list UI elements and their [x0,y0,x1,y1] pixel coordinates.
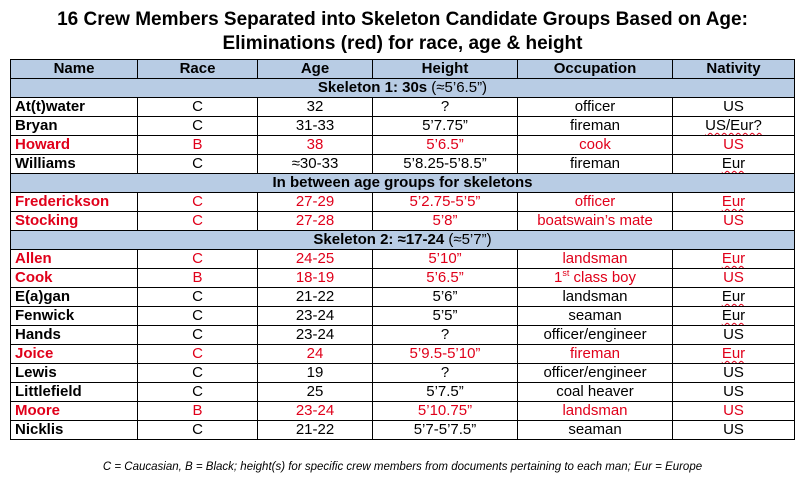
group-approx-height: (≈5’6.5”) [427,79,488,96]
cell-name: Lewis [11,364,138,383]
cell-height: 5’5” [373,307,518,326]
cell-occupation [518,421,673,440]
cell-height: ? [373,98,518,117]
cell-nativity [673,326,795,345]
cell-nativity [673,288,795,307]
cell-occupation [518,155,673,174]
group-row [11,79,795,98]
cell-race: C [138,345,258,364]
cell-occupation [518,250,673,269]
occupation-text: officer [574,98,616,115]
cell-nativity [673,269,795,288]
cell-race: C [138,326,258,345]
nativity-text: US [723,269,744,286]
nativity-text: Eur [721,345,746,362]
nativity-text: US [723,364,744,381]
cell-nativity [673,193,795,212]
cell-age: 24-25 [258,250,373,269]
occupation-text: landsman [562,250,628,267]
cell-height: 5’6.5” [373,269,518,288]
cell-name: Stocking [11,212,138,231]
table-row [11,364,795,383]
group-row [11,174,795,193]
cell-nativity [673,307,795,326]
cell-height: ? [373,364,518,383]
cell-name: E(a)gan [11,288,138,307]
cell-name: Frederickson [11,193,138,212]
nativity-text: US [723,326,744,343]
nativity-text: US [723,402,744,419]
nativity-text: US [723,98,744,115]
table-row [11,98,795,117]
occupation-text: fireman [569,155,621,172]
cell-race: C [138,193,258,212]
cell-name: Joice [11,345,138,364]
cell-occupation [518,364,673,383]
cell-age: 23-24 [258,402,373,421]
cell-race: B [138,136,258,155]
cell-age: 21-22 [258,421,373,440]
occupation-ordinal-suffix: st [562,268,570,278]
cell-height: 5’10” [373,250,518,269]
cell-height: 5’7.75” [373,117,518,136]
cell-age: 23-24 [258,326,373,345]
cell-name: Williams [11,155,138,174]
cell-height: ? [373,326,518,345]
table-row [11,307,795,326]
cell-occupation [518,212,673,231]
group-title: Skeleton 1: 30s [317,79,428,96]
cell-name: Bryan [11,117,138,136]
cell-occupation [518,288,673,307]
nativity-text: Eur [721,250,746,267]
occupation-text: officer [574,193,616,210]
table-row [11,421,795,440]
cell-nativity [673,155,795,174]
occupation-text: officer/engineer [543,364,647,381]
cell-race: B [138,402,258,421]
cell-height: 5’2.75-5’5” [373,193,518,212]
table-row [11,402,795,421]
table-row [11,193,795,212]
table-row [11,117,795,136]
cell-occupation [518,402,673,421]
cell-age: ≈30-33 [258,155,373,174]
table-row [11,212,795,231]
cell-height: 5’10.75” [373,402,518,421]
cell-occupation [518,307,673,326]
table-row [11,250,795,269]
cell-race: C [138,155,258,174]
cell-nativity [673,98,795,117]
cell-height: 5’6.5” [373,136,518,155]
occupation-text: seaman [568,307,622,324]
table-row [11,326,795,345]
table-row [11,288,795,307]
table-row [11,136,795,155]
cell-race: C [138,364,258,383]
cell-occupation [518,326,673,345]
title-line-2: Eliminations (red) for race, age & height [222,33,583,54]
cell-race: C [138,288,258,307]
table-row [11,269,795,288]
cell-name: Howard [11,136,138,155]
cell-age: 27-28 [258,212,373,231]
cell-nativity [673,136,795,155]
cell-height: 5’7.5” [373,383,518,402]
group-approx-height: (≈5’7”) [444,231,492,248]
occupation-text: fireman [569,117,621,134]
cell-race: C [138,383,258,402]
title-line-1: 16 Crew Members Separated into Skeleton Candidate Groups Based on Age: [57,9,748,30]
group-title: Skeleton 2: ≈17-24 [313,231,445,248]
occupation-text: cook [579,136,611,153]
cell-occupation [518,269,673,288]
crew-table [10,59,795,440]
cell-age: 18-19 [258,269,373,288]
cell-name: Fenwick [11,307,138,326]
cell-race: C [138,250,258,269]
header-row [11,60,795,79]
occupation-text: fireman [569,345,621,362]
cell-nativity [673,250,795,269]
header-age: Age [258,60,373,79]
cell-age: 24 [258,345,373,364]
group-label [11,174,795,193]
cell-height: 5’9.5-5’10” [373,345,518,364]
cell-age: 23-24 [258,307,373,326]
cell-age: 21-22 [258,288,373,307]
nativity-text: Eur [721,288,746,305]
cell-nativity [673,345,795,364]
nativity-text: US [723,421,744,438]
occupation-text: 1 [553,269,563,286]
group-label [11,79,795,98]
cell-race: C [138,212,258,231]
header-nativity: Nativity [673,60,795,79]
cell-height: 5’8” [373,212,518,231]
table-row [11,345,795,364]
occupation-text: officer/engineer [543,326,647,343]
cell-race: C [138,307,258,326]
cell-height: 5’8.25-5’8.5” [373,155,518,174]
cell-occupation [518,136,673,155]
cell-occupation [518,117,673,136]
header-height: Height [373,60,518,79]
cell-race: C [138,117,258,136]
cell-occupation [518,383,673,402]
footnote: C = Caucasian, B = Black; height(s) for specific crew members from documents pertaining to each man; Eur = Europe [102,461,703,473]
cell-occupation [518,345,673,364]
occupation-text-rest: class boy [569,269,637,286]
nativity-text: US/Eur? [705,117,762,134]
cell-nativity [673,402,795,421]
cell-name: Cook [11,269,138,288]
nativity-text: Eur [721,307,746,324]
cell-height: 5’6” [373,288,518,307]
cell-age: 38 [258,136,373,155]
cell-name: Moore [11,402,138,421]
nativity-text: Eur [721,193,746,210]
occupation-text: boatswain’s mate [537,212,653,229]
occupation-text: coal heaver [556,383,634,400]
occupation-text: landsman [562,402,628,419]
cell-age: 32 [258,98,373,117]
cell-age: 27-29 [258,193,373,212]
group-title: In between age groups for skeletons [272,174,533,191]
table-row [11,383,795,402]
cell-name: At(t)water [11,98,138,117]
cell-race: C [138,421,258,440]
cell-age: 19 [258,364,373,383]
cell-age: 25 [258,383,373,402]
cell-occupation [518,98,673,117]
cell-name: Littlefield [11,383,138,402]
group-row [11,231,795,250]
cell-nativity [673,383,795,402]
cell-occupation [518,193,673,212]
table-row [11,155,795,174]
occupation-text: seaman [568,421,622,438]
nativity-text: US [723,383,744,400]
cell-name: Allen [11,250,138,269]
cell-height: 5’7-5’7.5” [373,421,518,440]
cell-age: 31-33 [258,117,373,136]
occupation-text: landsman [562,288,628,305]
cell-nativity [673,117,795,136]
cell-race: B [138,269,258,288]
cell-name: Nicklis [11,421,138,440]
header-name: Name [11,60,138,79]
cell-nativity [673,421,795,440]
cell-race: C [138,98,258,117]
group-label [11,231,795,250]
header-occupation: Occupation [518,60,673,79]
header-race: Race [138,60,258,79]
nativity-text: Eur [721,155,746,172]
cell-nativity [673,364,795,383]
cell-nativity [673,212,795,231]
cell-name: Hands [11,326,138,345]
nativity-text: US [723,136,744,153]
nativity-text: US [723,212,744,229]
